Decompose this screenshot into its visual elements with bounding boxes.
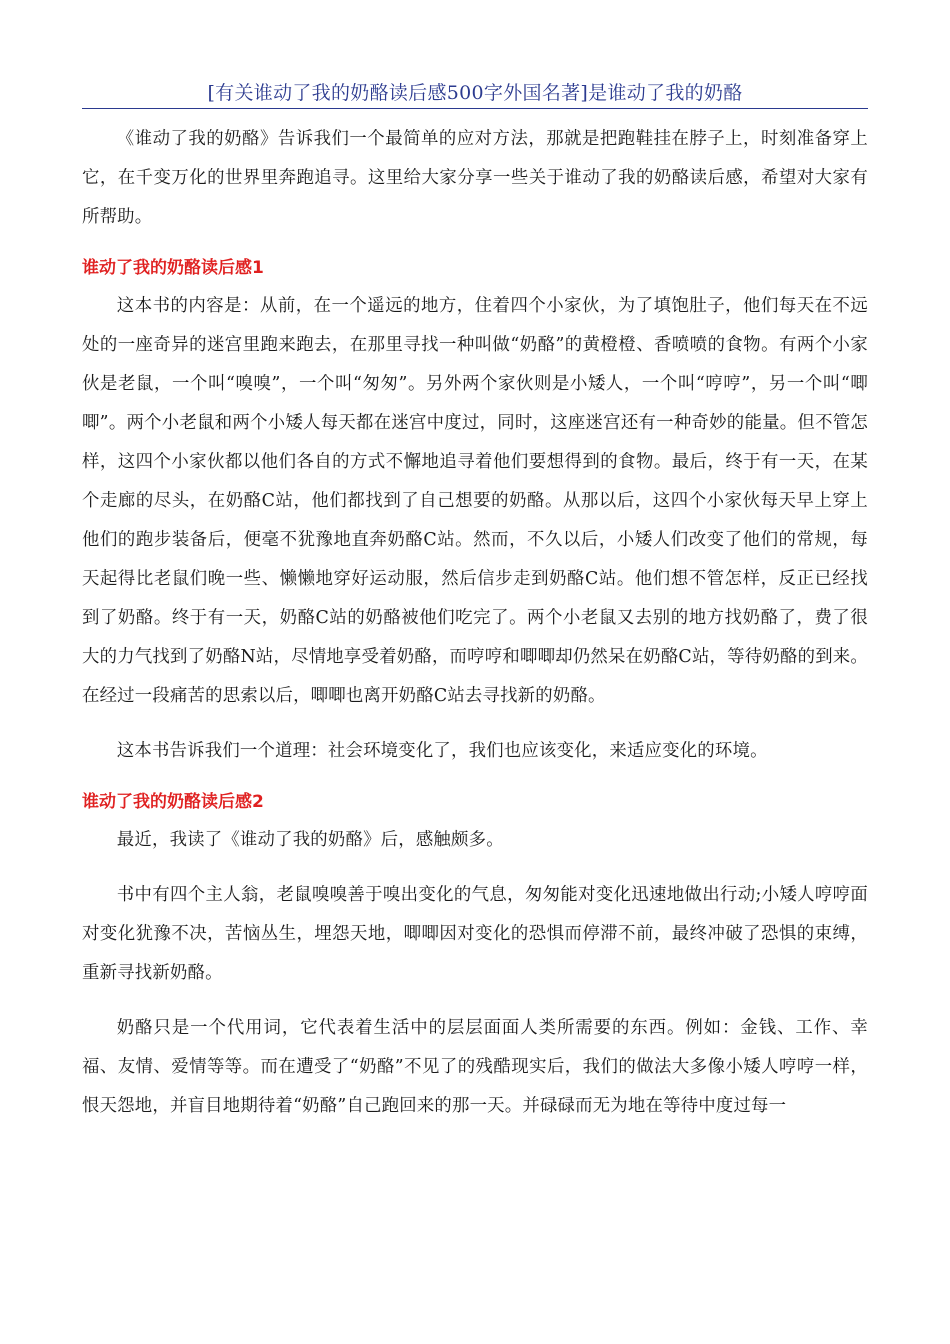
document-title: [有关谁动了我的奶酪读后感500字外国名著]是谁动了我的奶酪 [207, 82, 743, 104]
document-body [82, 120, 868, 1142]
section-2-paragraph-3: 奶酪只是一个代用词，它代表着生活中的层层面面人类所需要的东西。例如：金钱、工作、幸福、友情、爱情等等。而在遭受了“奶酪”不见了的残酷现实后，我们的做法大多像小矮人哼哼一样，恨天怨地，并盲目地期待着“奶酪”自己跑回来的那一天。并碌碌而无为地在等待中度过每一 [82, 1018, 868, 1116]
intro-paragraph: 《谁动了我的奶酪》告诉我们一个最简单的应对方法，那就是把跑鞋挂在脖子上，时刻准备穿上它，在千变万化的世界里奔跑追寻。这里给大家分享一些关于谁动了我的奶酪读后感，希望对大家有所帮助。 [82, 129, 868, 227]
section-2-paragraph-2: 书中有四个主人翁，老鼠嗅嗅善于嗅出变化的气息，匆匆能对变化迅速地做出行动;小矮人哼哼面对变化犹豫不决，苦恼丛生，埋怨天地，唧唧因对变化的恐惧而停滞不前，最终冲破了恐惧的束缚，重新寻找新奶酪。 [82, 885, 868, 983]
section-heading-1: 谁动了我的奶酪读后感1 [82, 258, 264, 278]
section-heading-2: 谁动了我的奶酪读后感2 [82, 792, 264, 812]
section-1-paragraph-2: 这本书告诉我们一个道理：社会环境变化了，我们也应该变化，来适应变化的环境。 [116, 741, 768, 761]
section-1-paragraph-1: 这本书的内容是：从前，在一个遥远的地方，住着四个小家伙，为了填饱肚子，他们每天在不远处的一座奇异的迷宫里跑来跑去，在那里寻找一种叫做“奶酪”的黄橙橙、香喷喷的食物。有两个小家伙是老鼠，一个叫“嗅嗅”，一个叫“匆匆”。另外两个家伙则是小矮人，一个叫“哼哼”，另一个叫“唧唧”。两个小老鼠和两个小矮人每天都在迷宫中度过，同时，这座迷宫还有一种奇妙的能量。但不管怎样，这四个小家伙都以他们各自的方式不懈地追寻着他们要想得到的食物。最后，终于有一天，在某个走廊的尽头，在奶酪C站，他们都找到了自己想要的奶酪。从那以后，这四个小家伙每天早上穿上他们的跑步装备后，便毫不犹豫地直奔奶酪C站。然而，不久以后，小矮人们改变了他们的常规，每天起得比老鼠们晚一些、懒懒地穿好运动服，然后信步走到奶酪C站。他们想不管怎样，反正已经找到了奶酪。终于有一天，奶酪C站的奶酪被他们吃完了。两个小老鼠又去别的地方找奶酪了，费了很大的力气找到了奶酪N站，尽情地享受着奶酪，而哼哼和唧唧却仍然呆在奶酪C站，等待奶酪的到来。在经过一段痛苦的思索以后，唧唧也离开奶酪C站去寻找新的奶酪。 [82, 296, 868, 706]
title-divider [82, 108, 868, 109]
section-2-paragraph-1: 最近，我读了《谁动了我的奶酪》后，感触颇多。 [116, 830, 504, 850]
